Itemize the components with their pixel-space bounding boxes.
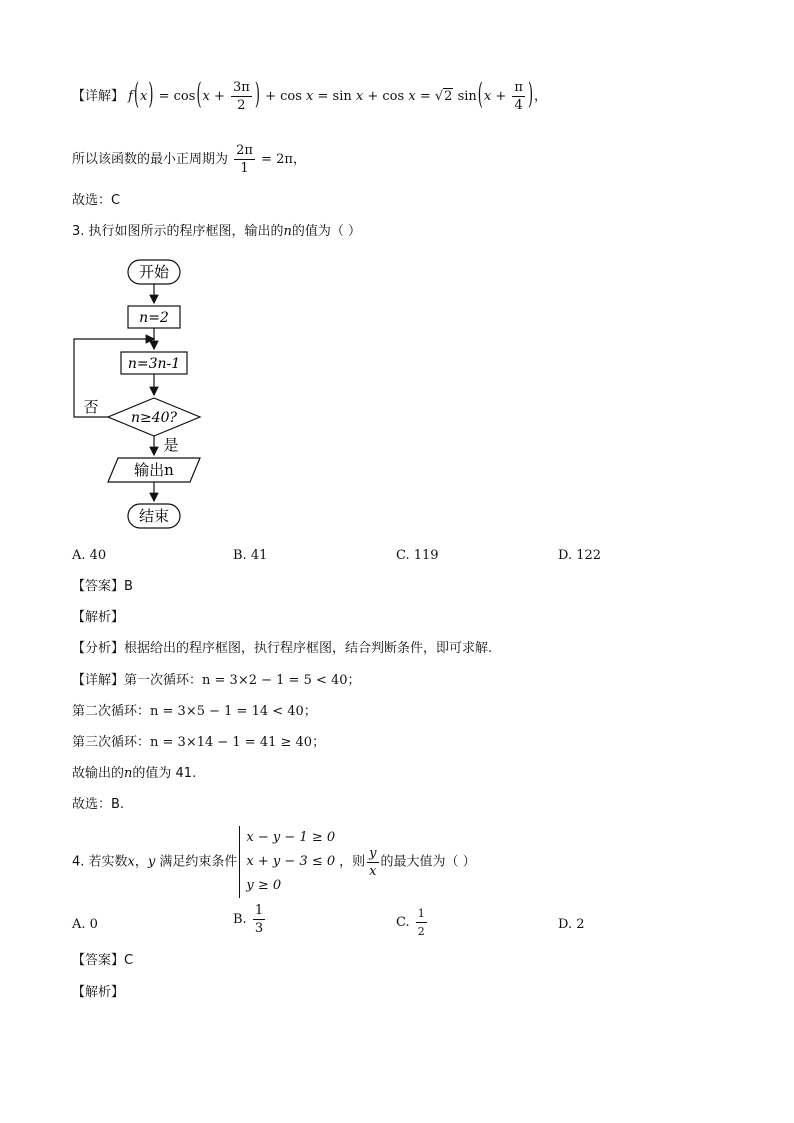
flow-end-label: 结束 <box>138 507 170 525</box>
flow-start-label: 开始 <box>138 263 170 281</box>
eq-x-6: x <box>483 89 492 104</box>
eq-sin-2: sin <box>457 89 477 104</box>
sqrt-value: 2 <box>444 89 453 104</box>
analysis-label-4: 【解析】 <box>72 985 125 1000</box>
fraction-3pi-2 <box>231 80 252 113</box>
q4-option-d: D. 2 <box>558 917 585 932</box>
fenxi-text: 根据给出的程序框图，执行程序框图，结合判断条件，即可求解. <box>124 641 493 656</box>
eq-equals: = <box>158 89 170 104</box>
eq-plus: + <box>495 89 507 104</box>
q3-option-d: D. 122 <box>558 548 602 563</box>
frac-den-3: 1 <box>240 161 249 176</box>
output-line-a: 故输出的 <box>72 766 125 781</box>
q3-stem-end: 的值为（ ） <box>291 224 362 239</box>
flow-yes-label: 是 <box>163 436 179 454</box>
q4-c-den: 2 <box>417 925 425 938</box>
loop3-expr: n = 3×14 − 1 = 41 ≥ 40； <box>150 735 326 750</box>
q4-b-den: 3 <box>254 921 264 936</box>
choose-line-1: 故选：C <box>72 193 121 208</box>
q4-stem-d: 的最大值为（ ） <box>380 854 476 870</box>
q4-option-c-frac <box>416 906 427 939</box>
eq-x: x <box>140 89 148 104</box>
period-line <box>72 143 306 176</box>
eq-tail: ， <box>534 89 548 104</box>
detail-label: 【详解】 <box>72 89 125 104</box>
loop-line-3 <box>72 734 325 752</box>
choose-line-2: 故选：B. <box>72 797 125 812</box>
answer-line-3 <box>72 578 133 596</box>
q3-option-a: A. 40 <box>72 548 107 563</box>
q4-b-num: 1 <box>254 903 264 918</box>
constraint-system <box>239 826 335 898</box>
eq-x-3: x <box>306 89 314 104</box>
fenxi-line <box>72 640 492 658</box>
flow-output-label: 输出n <box>134 461 174 479</box>
constraint-3: y ≥ 0 <box>246 878 282 893</box>
eq-equals-2: = <box>419 89 431 104</box>
paren-open-3: ( <box>477 79 483 113</box>
q3-option-b: B. 41 <box>233 548 268 563</box>
frac-y: y <box>369 845 377 861</box>
period-tail: = 2π， <box>261 152 306 167</box>
q4-c-num: 1 <box>416 906 427 923</box>
constraint-1: x − y − 1 ≥ 0 <box>246 830 336 845</box>
eq-plus-cos-2: + cos <box>367 89 405 104</box>
paren-close: ) <box>148 79 154 113</box>
fraction-y-x <box>367 846 378 879</box>
period-prefix: 所以该函数的最小正周期为 <box>72 152 229 167</box>
sqrt-symbol: √ <box>434 89 444 104</box>
paren-close-2: ) <box>254 79 260 113</box>
fraction-2pi-1 <box>234 143 255 176</box>
answer-value-3: B <box>124 579 133 594</box>
fraction-pi-4 <box>512 80 525 113</box>
frac-num-3: 2π <box>236 143 253 158</box>
paren-close-3: ) <box>527 79 534 113</box>
eq-x-2: x <box>202 89 210 104</box>
output-line-b: 的值为 41. <box>132 766 197 781</box>
frac-num: 3π <box>233 80 250 95</box>
output-line-var: n <box>124 766 133 781</box>
constraint-2: x + y − 3 ≤ 0 <box>246 854 336 869</box>
eq-x-4: x <box>355 89 364 104</box>
answer-label: 【答案】 <box>72 579 125 594</box>
fenxi-label: 【分析】 <box>72 641 125 656</box>
q4-x: x <box>127 854 135 870</box>
flow-update-label: n=3n-1 <box>127 356 181 372</box>
q4-option-c <box>396 906 429 939</box>
loop-line-2 <box>72 703 317 721</box>
flow-decision-label: n≥40? <box>130 410 178 426</box>
eq-f: f <box>128 89 133 104</box>
q4-comma: ， <box>134 854 148 870</box>
output-line <box>72 765 196 783</box>
q4-option-b-prefix: B. <box>233 912 247 927</box>
frac-den: 2 <box>237 98 246 113</box>
q3-option-c: C. 119 <box>396 548 439 563</box>
q3-stem-text: 3. 执行如图所示的程序框图，输出的 <box>72 224 284 239</box>
loop1-expr: n = 3×2 − 1 = 5 < 40； <box>202 673 361 688</box>
eq-sin: = sin <box>317 89 352 104</box>
q4-option-a: A. 0 <box>72 917 98 932</box>
loop1-prefix: 第一次循环： <box>124 673 203 688</box>
answer-value-4: C <box>124 953 134 968</box>
q4-option-c-prefix: C. <box>396 915 410 930</box>
detail-label-2: 【详解】 <box>72 673 125 688</box>
loop3-prefix: 第三次循环： <box>72 735 151 750</box>
question-4-stem <box>72 826 476 898</box>
eq-cos: cos <box>173 89 196 104</box>
loop2-expr: n = 3×5 − 1 = 14 < 40； <box>150 704 317 719</box>
eq-plus-cos: + cos <box>265 89 302 104</box>
q4-y: y <box>147 854 156 870</box>
frac-num-2: π <box>514 80 523 95</box>
q4-option-b-frac <box>253 903 265 936</box>
q3-var: n <box>283 224 292 239</box>
analysis-label-3: 【解析】 <box>72 610 125 625</box>
q4-stem-c: ，则 <box>339 854 366 870</box>
loop-line-1 <box>72 672 361 690</box>
eq-x-5: x <box>408 89 416 104</box>
question-3-stem <box>72 223 361 241</box>
frac-x: x <box>369 863 377 879</box>
answer-line-4 <box>72 952 133 970</box>
flow-init-label: n=2 <box>139 310 169 326</box>
flow-no-label: 否 <box>83 398 99 416</box>
q4-option-b <box>233 903 267 936</box>
q4-stem-b: 满足约束条件 <box>159 854 238 870</box>
loop2-prefix: 第二次循环： <box>72 704 151 719</box>
paren-open-2: ( <box>196 79 202 113</box>
detail-equation-line: 【详解】 f(x) = cos(x + $\frac{3\pi}{2}$ ) + cos x = sin x + cos x = √2 sin(x + $\frac{\pi}{4}$ )， <box>72 80 547 113</box>
q4-stem-a: 4. 若实数 <box>72 854 128 870</box>
frac-den-2: 4 <box>514 98 523 113</box>
answer-label-4: 【答案】 <box>72 953 125 968</box>
paren-open: ( <box>133 79 140 113</box>
flowchart <box>64 254 224 534</box>
